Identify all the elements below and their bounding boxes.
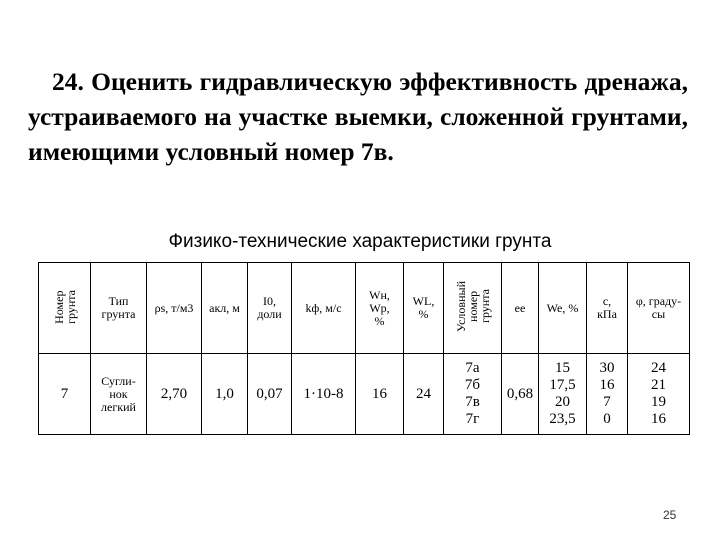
header-friction-angle: φ, граду- сы (628, 263, 690, 354)
header-wn-wp: Wн, Wр, % (356, 263, 404, 354)
cell-cohesion: 30 16 7 0 (587, 354, 628, 435)
cell-friction-angle: 24 21 19 16 (628, 354, 690, 435)
cell-soil-type: Сугли- нок легкий (91, 354, 147, 435)
cell-ee: 0,68 (502, 354, 539, 435)
cell-wl: 24 (404, 354, 444, 435)
header-soil-number: Номер грунта (39, 263, 91, 354)
cell-density: 2,70 (147, 354, 202, 435)
header-soil-type: Тип грунта (91, 263, 147, 354)
table-caption: Физико-технические характеристики грунта (168, 231, 552, 252)
cell-we: 15 17,5 20 23,5 (539, 354, 587, 435)
header-a-kl: aкл, м (202, 263, 248, 354)
page-number: 25 (663, 508, 677, 522)
header-we: We, % (539, 263, 587, 354)
header-density: ρs, т/м3 (147, 263, 202, 354)
header-wl: WL, % (404, 263, 444, 354)
header-i0: I0, доли (248, 263, 292, 354)
header-ee: ee (502, 263, 539, 354)
cell-wn-wp: 16 (356, 354, 404, 435)
header-row (39, 263, 690, 354)
cell-i0: 0,07 (248, 354, 292, 435)
cell-soil-number: 7 (39, 354, 91, 435)
header-conditional-number: Условный номер грунта (444, 263, 502, 354)
header-cohesion: c, кПа (587, 263, 628, 354)
header-kf: kф, м/с (292, 263, 356, 354)
cell-kf: 1·10-8 (292, 354, 356, 435)
cell-a-kl: 1,0 (202, 354, 248, 435)
cell-conditional-number: 7а 7б 7в 7г (444, 354, 502, 435)
task-text: 24. Оценить гидравлическую эффективность дренажа, устраиваемого на участке выемки, сложенной грунтами, имеющими условный номер 7в. (28, 67, 688, 166)
table-row (39, 354, 690, 435)
soil-properties-table (38, 262, 690, 435)
